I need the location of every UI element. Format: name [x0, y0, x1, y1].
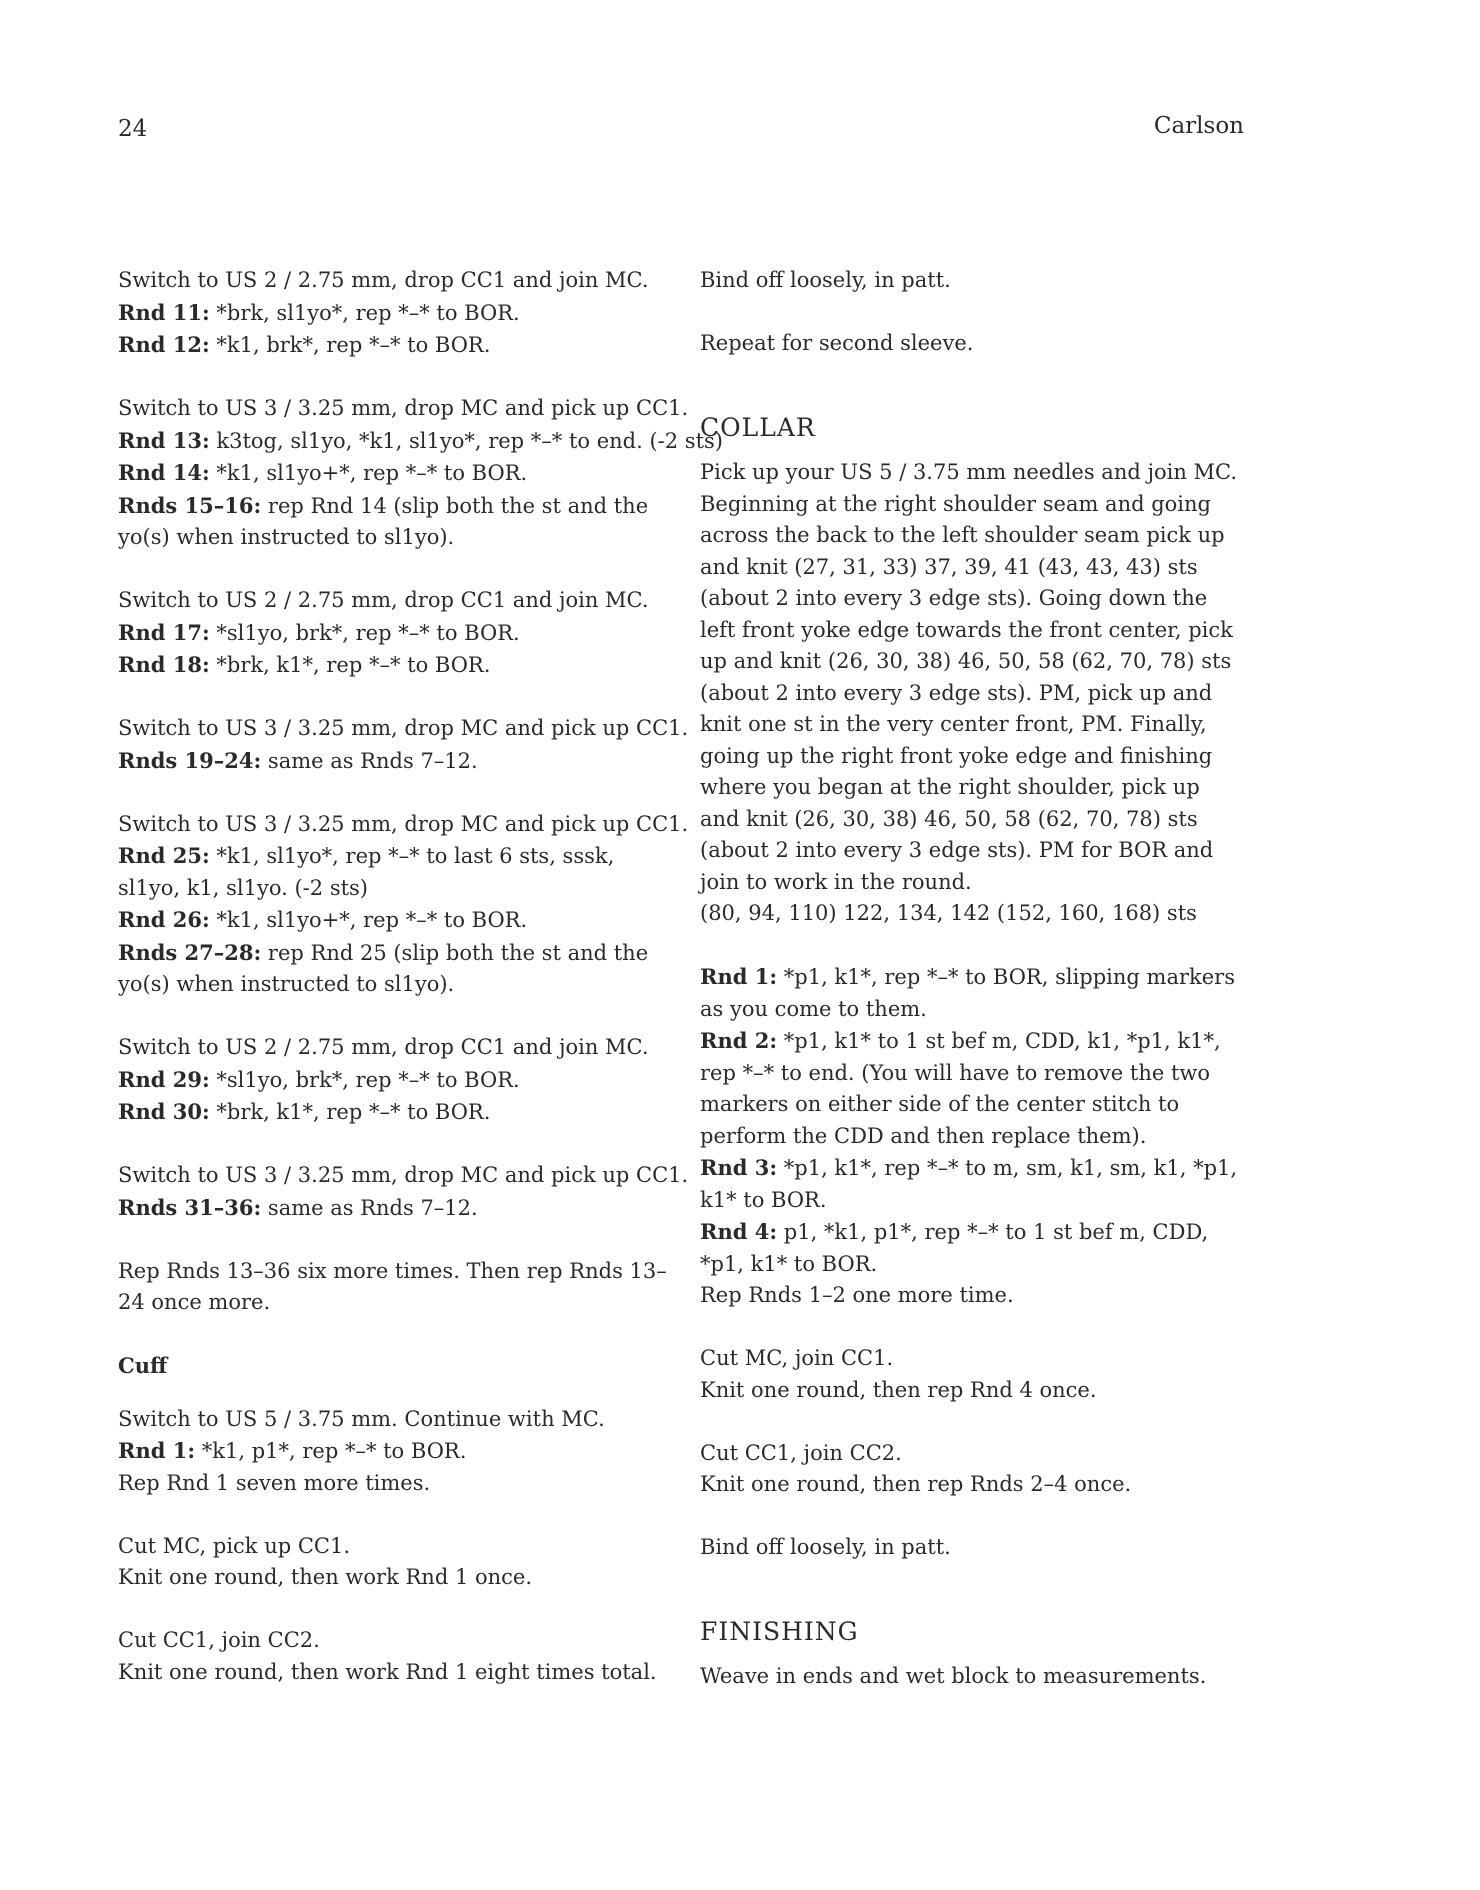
- instruction-line: Knit one round, then rep Rnds 2–4 once.: [700, 1472, 1132, 1496]
- round-text: *sl1yo, brk*, rep *–* to BOR.: [209, 1067, 520, 1092]
- round-text: *p1, k1*, rep *–* to m, sm, k1, sm, k1, *p1, k1* to BOR.: [700, 1156, 1238, 1212]
- round-text: *k1, sl1yo+*, rep *–* to BOR.: [209, 908, 528, 932]
- round-label: Rnd 11:: [118, 299, 210, 325]
- round-instruction: [118, 840, 678, 904]
- round-instruction: [118, 904, 678, 937]
- round-label: Rnd 1:: [118, 1438, 196, 1463]
- instruction-line: Switch to US 2 / 2.75 mm, drop CC1 and join MC.: [118, 268, 649, 292]
- instruction-block: [118, 393, 723, 554]
- round-label: Rnd 12:: [118, 332, 210, 357]
- round-text: rep Rnd 25 (slip both the st and the yo(s) when instructed to sl1yo).: [118, 940, 649, 996]
- instruction-line: Cut MC, pick up CC1.: [118, 1533, 351, 1558]
- instruction-block: [118, 809, 689, 1001]
- instruction-line: Switch to US 3 / 3.25 mm, drop MC and pick up CC1.: [118, 811, 689, 836]
- round-text: *k1, p1*, rep *–* to BOR.: [195, 1439, 467, 1463]
- round-instruction: [118, 745, 678, 778]
- round-text: rep Rnd 14 (slip both the st and the yo(s) when instructed to sl1yo).: [118, 493, 649, 549]
- round-instruction: [700, 1025, 1245, 1152]
- round-instruction: [118, 457, 678, 490]
- round-text: *p1, k1*, rep *–* to BOR, slipping markers as you come to them.: [700, 965, 1235, 1021]
- instruction-line: Knit one round, then rep Rnd 4 once.: [700, 1377, 1097, 1402]
- left-column: [118, 265, 723, 1720]
- stitch-count: (80, 94, 110) 122, 134, 142 (152, 160, 168) sts: [700, 901, 1197, 925]
- instruction-block: [700, 1438, 1245, 1501]
- instruction-block: [118, 1032, 678, 1129]
- round-instruction: [118, 1192, 678, 1225]
- round-label: Rnd 14:: [118, 460, 210, 485]
- round-instruction: [700, 961, 1245, 1025]
- instruction-block: [118, 585, 678, 682]
- instruction-line: Bind off loosely, in patt.: [700, 1535, 951, 1559]
- round-instruction: [118, 1435, 678, 1468]
- right-column: [700, 265, 1245, 1724]
- round-text: same as Rnds 7–12.: [261, 748, 478, 773]
- instruction-block: [700, 1343, 1245, 1406]
- running-head: Carlson: [1153, 113, 1244, 139]
- round-text: *p1, k1* to 1 st bef m, CDD, k1, *p1, k1*, rep *–* to end. (You will have to remove the two markers on either side of the center stitch to perform the CDD and then replace them).: [700, 1029, 1221, 1148]
- instruction-block: [700, 457, 1245, 930]
- round-label: Rnds 15–16:: [118, 492, 262, 518]
- instruction-line: Knit one round, then work Rnd 1 eight times total.: [118, 1659, 657, 1684]
- instruction-line: Cut CC1, join CC2.: [118, 1628, 320, 1652]
- instruction-line: Bind off loosely, in patt.: [700, 268, 951, 292]
- instruction-line: Switch to US 3 / 3.25 mm, drop MC and pick up CC1.: [118, 1163, 689, 1187]
- round-label: Rnd 17:: [118, 619, 210, 645]
- round-instruction: [118, 1096, 678, 1129]
- instruction-block: [118, 1160, 689, 1224]
- finishing-heading: FINISHING: [700, 1616, 859, 1646]
- cuff-heading: Cuff: [118, 1353, 168, 1378]
- instruction-line: Switch to US 3 / 3.25 mm, drop MC and pick up CC1.: [118, 716, 689, 740]
- instruction-line: Rep Rnd 1 seven more times.: [118, 1470, 431, 1495]
- round-label: Rnd 2:: [700, 1028, 778, 1053]
- instruction-block: [700, 1661, 1245, 1693]
- instruction-line: Switch to US 3 / 3.25 mm, drop MC and pick up CC1.: [118, 396, 689, 420]
- round-label: Rnd 25:: [118, 843, 210, 868]
- instruction-block: [700, 328, 1245, 360]
- round-instruction: [118, 937, 678, 1001]
- instruction-block: [118, 713, 689, 777]
- instruction-line: Cut CC1, join CC2.: [700, 1440, 902, 1465]
- round-label: Rnd 1:: [700, 964, 778, 989]
- round-text: *brk, sl1yo*, rep *–* to BOR.: [209, 300, 520, 325]
- round-instruction: [118, 490, 678, 554]
- instruction-line: Knit one round, then work Rnd 1 once.: [118, 1565, 533, 1589]
- round-instruction: [118, 617, 678, 650]
- round-label: Rnd 26:: [118, 907, 210, 932]
- instruction-block: [118, 1625, 678, 1688]
- round-text: *brk, k1*, rep *–* to BOR.: [209, 1100, 491, 1124]
- round-instruction: [118, 297, 678, 330]
- round-instruction: [118, 1064, 678, 1097]
- round-text: *sl1yo, brk*, rep *–* to BOR.: [209, 620, 520, 645]
- instruction-line: Cut MC, join CC1.: [700, 1346, 894, 1370]
- instruction-block: [700, 1532, 1245, 1564]
- instruction-block: [700, 265, 1245, 297]
- round-instruction: [118, 329, 678, 362]
- round-text: *brk, k1*, rep *–* to BOR.: [209, 653, 491, 677]
- round-label: Rnd 3:: [700, 1155, 778, 1180]
- instruction-line: Rep Rnds 1–2 one more time.: [700, 1283, 1014, 1307]
- round-instruction: [118, 649, 678, 682]
- round-label: Rnds 31–36:: [118, 1194, 262, 1220]
- instruction-line: Rep Rnds 13–36 six more times. Then rep Rnds 13–24 once more.: [118, 1258, 667, 1314]
- instruction-block: [118, 1531, 678, 1594]
- page-number: 24: [118, 116, 148, 142]
- instruction-line: Switch to US 5 / 3.75 mm. Continue with MC.: [118, 1406, 605, 1431]
- round-instruction: [118, 425, 723, 458]
- instruction-paragraph: Pick up your US 5 / 3.75 mm needles and join MC. Beginning at the right shoulder seam and going across the back to the left shoulder seam pick up and knit (27, 31, 33) 37, 39, 41 (43, 43, 43) sts (about 2 into every 3 edge sts). Going down the left front yoke edge towards the front center, pick up and knit (26, 30, 38) 46, 50, 58 (62, 70, 78) sts (about 2 into every 3 edge sts). PM, pick up and knit one st in the very center front, PM. Finally, going up the right front yoke edge and finishing where you began at the right shoulder, pick up and knit (26, 30, 38) 46, 50, 58 (62, 70, 78) sts (about 2 into every 3 edge sts). PM for BOR and join to work in the round.: [700, 460, 1238, 894]
- round-text: same as Rnds 7–12.: [261, 1195, 478, 1220]
- round-label: Rnd 4:: [700, 1219, 778, 1244]
- round-text: *k1, brk*, rep *–* to BOR.: [209, 333, 491, 357]
- instruction-block: [118, 1256, 678, 1319]
- instruction-line: Switch to US 2 / 2.75 mm, drop CC1 and join MC.: [118, 1035, 649, 1059]
- round-instruction: [700, 1152, 1245, 1216]
- instruction-line: Repeat for second sleeve.: [700, 331, 974, 355]
- round-label: Rnds 27–28:: [118, 939, 262, 965]
- round-text: k3tog, sl1yo, *k1, sl1yo*, rep *–* to end. (-2 sts): [209, 428, 723, 453]
- collar-heading: COLLAR: [700, 412, 816, 442]
- round-label: Rnd 18:: [118, 652, 210, 677]
- round-instruction: [700, 1216, 1245, 1280]
- instruction-block: [118, 1404, 678, 1500]
- round-label: Rnd 29:: [118, 1066, 210, 1092]
- round-text: p1, *k1, p1*, rep *–* to 1 st bef m, CDD, *p1, k1* to BOR.: [700, 1220, 1209, 1276]
- instruction-block: [118, 265, 678, 362]
- round-text: *k1, sl1yo+*, rep *–* to BOR.: [209, 461, 528, 485]
- round-text: *k1, sl1yo*, rep *–* to last 6 sts, sssk, sl1yo, k1, sl1yo. (-2 sts): [118, 844, 615, 900]
- instruction-block: [700, 961, 1245, 1312]
- round-label: Rnds 19–24:: [118, 747, 262, 773]
- round-label: Rnd 30:: [118, 1099, 210, 1124]
- round-label: Rnd 13:: [118, 427, 210, 453]
- instruction-line: Weave in ends and wet block to measurements.: [700, 1664, 1207, 1688]
- instruction-line: Switch to US 2 / 2.75 mm, drop CC1 and join MC.: [118, 588, 649, 612]
